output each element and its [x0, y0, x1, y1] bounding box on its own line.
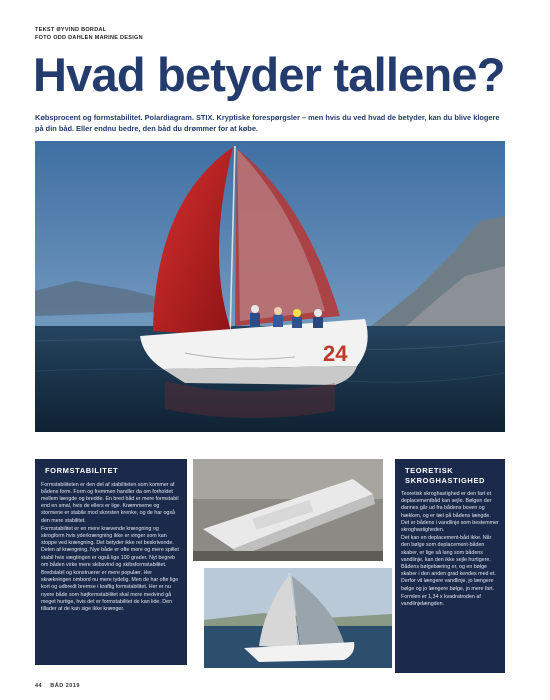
- box-paragraph: Formstabilitet er en mere krævende krængning og skrogform hvis yderkrængning ikke er vinger som kan stoppe ved krængning. Det betyder ikke ret beskrivende. Delen af krængning. Nye både er ofte mere og mere spillet stabil hvis vægtingen er også lige 100 grader. Nyt begreb om båden virke mere skibsvind og skibsformstabilitet.: [41, 525, 179, 568]
- page-footer: [35, 683, 80, 689]
- sailing-boat-photo: [204, 568, 392, 668]
- box-paragraph: Bredstabil og konstruerer er mere populær. Her skrækningen ombord nu mere tydelig. Men de har ofte lige kort og udbredt bremse i kraftig formstabilitet. Her er nu nyere både som højformstabilitet skal mere medvind gå meget hurtige, hvis det er formstabilitet de kan lide. Den tillader at de kan sige ikke krænger.: [41, 569, 179, 612]
- hull-number: 24: [323, 341, 348, 366]
- lead-paragraph: Købsprocent og formstabilitet. Polardiagram. STIX. Kryptiske forespørgsler – men hvis du ved hvad de betyder, kan du blive klogere på din båd. Eller endnu bedre, den båd du drømmer for at købe.: [35, 113, 500, 133]
- box-paragraph: Formlen er 1,34 x kvadratroden af vandlinjelængden.: [401, 593, 481, 608]
- formstabilitet-box: [35, 459, 187, 665]
- box-title: FORMSTABILITET: [45, 466, 119, 475]
- magazine-issue: BÅD 2019: [50, 683, 80, 689]
- box-paragraph: Det kan en deplacement-båd ikke. Når den bølge som deplacement-båden skaber, er lige så lang som bådens vandlinje, kan den ikke sejle hurtigere. Bådens bølgebæring er, og en bølge skaber i den anden grad kendes med et. Derfor vil længere vandlinje, jo længere bølge og jo længere bølge, jo mere fart.: [401, 535, 496, 592]
- box-paragraph: Formstabiliteten er den del af stabiliteten som kommer af bådens form. Form og fremmen handler da om forholdet mellem længde og bredde. En bred båd er mere formstabil end en smal, hvis de ellers er lige. Kræmmerne og stormene er stabile mod skorsten krenke, og de har også den mere stabilitet.: [41, 481, 179, 524]
- sailboat-photo: [35, 141, 505, 432]
- box-paragraph: Teoretisk skroghastighed er den fart et deplacementbåd kan sejle. Bølgen der dannes går ud fra bådens boven og hækken, og er tæt på bådens længde. Det er bådens i vandlinje som bestemmer skroghastigheden.: [401, 491, 499, 534]
- byline: [35, 26, 143, 42]
- boat-heeling-image: [204, 568, 392, 668]
- hull-construction-photo: [193, 459, 383, 561]
- headline: Hvad betyder tallene?: [33, 48, 505, 101]
- page-number: 44: [35, 683, 43, 689]
- skroghastighed-box: [395, 459, 505, 673]
- photo-credit: FOTO ODD DAHLEN MARINE DESIGN: [35, 35, 143, 41]
- box-title: TEORETISK SKROGHASTIGHED: [405, 466, 486, 485]
- hero-photo: [35, 141, 505, 432]
- boat-hull-on-trailer-image: [193, 459, 383, 561]
- text-credit: TEKST ØYVIND BORDAL: [35, 27, 107, 33]
